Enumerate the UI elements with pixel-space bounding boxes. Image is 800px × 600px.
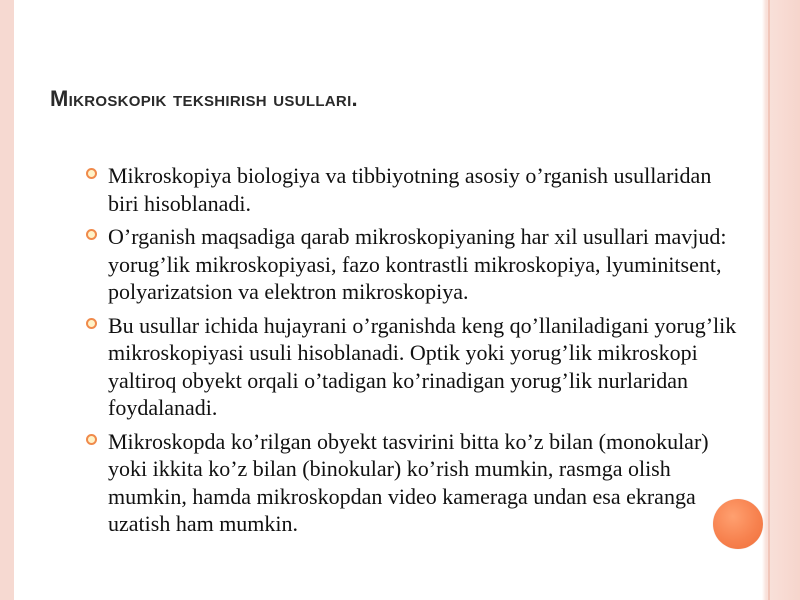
bullet-item	[86, 162, 746, 217]
bullet-list	[86, 162, 746, 544]
bullet-circle-icon	[86, 434, 97, 445]
bullet-text: Mikroskopiya biologiya va tibbiyotning asosiy o’rganish usullaridan biri hisoblanadi.	[108, 163, 712, 216]
bullet-circle-icon	[86, 168, 97, 179]
bullet-text: O’rganish maqsadiga qarab mikroskopiyaning har xil usullari mavjud: yorug’lik mikroskopiyasi, fazo kontrastli mikroskopiya, lyuminitsent, polyarizatsion va elektron mikroskopiya.	[108, 224, 727, 304]
bullet-item	[86, 312, 746, 422]
slide-title: Mikroskopik tekshirish usullari.	[50, 86, 358, 111]
bullet-text: Bu usullar ichida hujayrani o’rganishda keng qo’llaniladigani yorug’lik mikroskopiyasi usuli hisoblanadi. Optik yoki yorug’lik mikroskopi yaltiroq obyekt orqali o’tadigan ko’rinadigan yorug’lik nurlaridan foydalanadi.	[108, 312, 737, 420]
bullet-item	[86, 223, 746, 306]
decorative-circle	[713, 499, 763, 549]
slide-frame-divider	[768, 0, 770, 600]
bullet-circle-icon	[86, 229, 97, 240]
bullet-text: Mikroskopda ko’rilgan obyekt tasvirini bitta ko’z bilan (monokular) yoki ikkita ko’z bilan (binokular) ko’rish mumkin, rasmga olish mumkin, hamda mikroskopdan video kameraga undan esa ekranga uzatish ham mumkin.	[108, 428, 709, 536]
bullet-item	[86, 428, 746, 538]
bullet-circle-icon	[86, 318, 97, 329]
slide-frame-left	[0, 0, 14, 600]
